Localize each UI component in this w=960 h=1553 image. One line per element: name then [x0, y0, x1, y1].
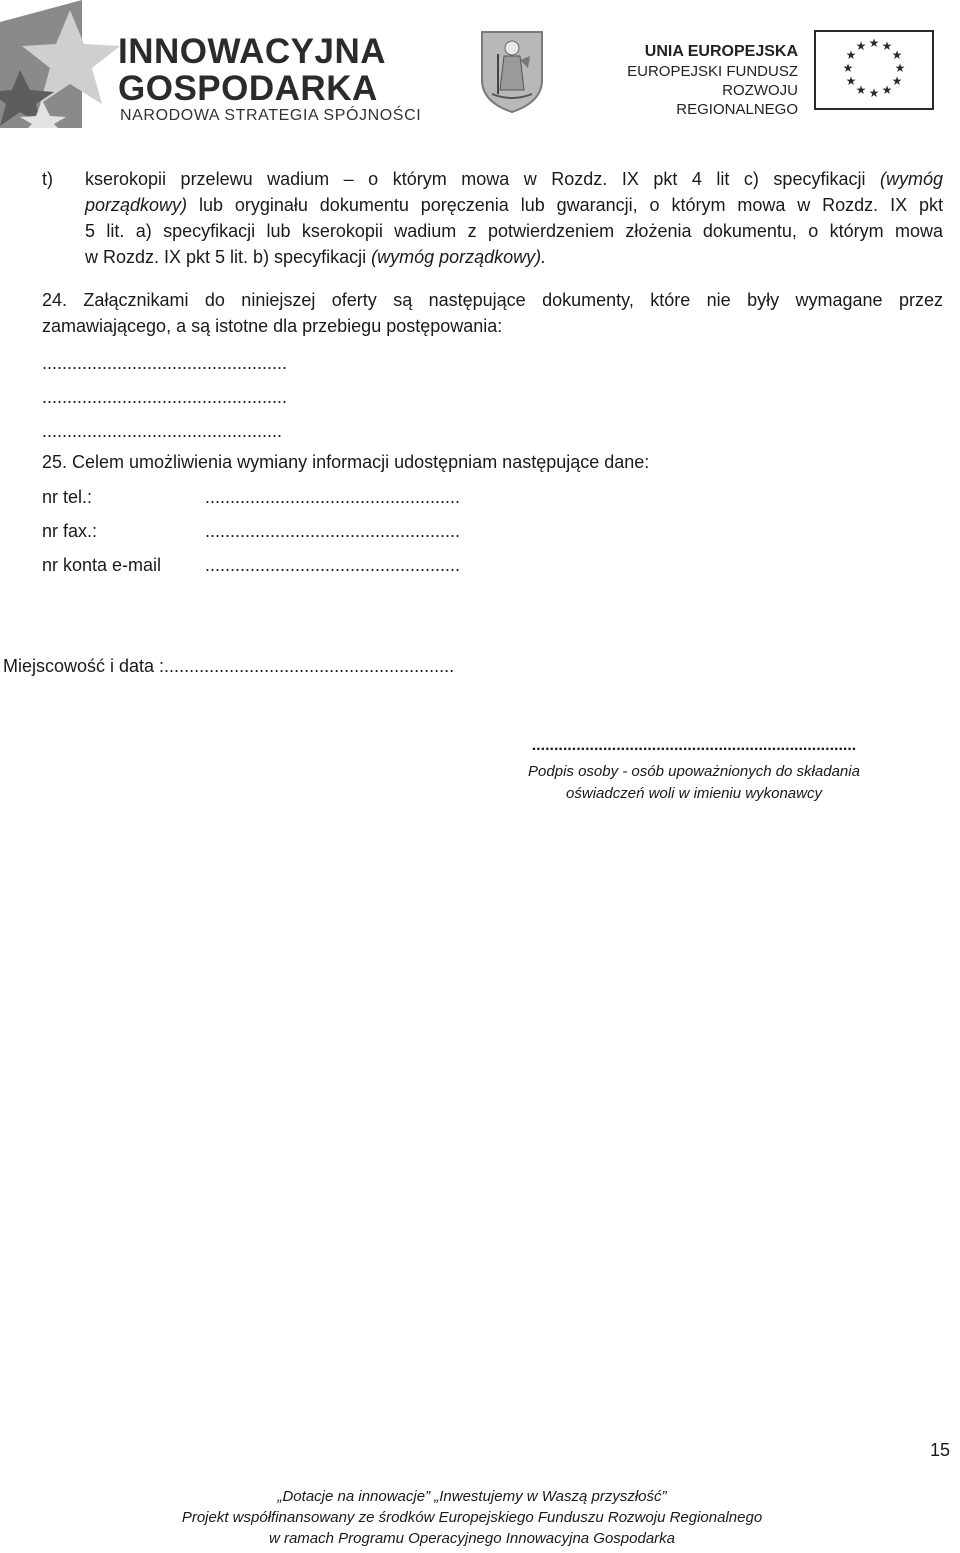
svg-text:★: ★ — [855, 39, 867, 53]
item-25-heading: 25. Celem umożliwienia wymiany informacji udostępniam następujące dane: — [42, 452, 650, 472]
footer — [0, 1486, 944, 1549]
item-t-line4 — [85, 244, 943, 270]
page-number: 15 — [930, 1440, 951, 1460]
attachment-dots-2: ................................................. — [42, 387, 288, 407]
fax-value: ................................................... — [205, 521, 461, 541]
item-t-line1 — [85, 166, 943, 192]
item-t-line4-text: w Rozdz. IX pkt 5 lit. b) specyfikacji — [85, 247, 372, 267]
logo-title-line1: INNOWACYJNA — [118, 32, 387, 71]
logo-title — [118, 33, 386, 107]
svg-text:★: ★ — [891, 74, 903, 88]
signature-caption-line1: Podpis osoby - osób upoważnionych do składania — [528, 763, 860, 780]
innowacyjna-gospodarka-logo — [0, 0, 440, 130]
crest-shield-icon — [478, 28, 546, 114]
signature-line: ......................................................................... — [531, 737, 857, 754]
svg-text:★: ★ — [868, 86, 880, 100]
svg-text:★: ★ — [881, 83, 893, 97]
item-t-line2-italic: porządkowy) — [85, 195, 188, 215]
footer-line1: „Dotacje na innowacje” „Inwestujemy w Waszą przyszłość” — [277, 1488, 667, 1505]
item-t-text — [85, 166, 943, 270]
coat-of-arms-crest — [478, 28, 546, 114]
item-t-line4-italic: (wymóg porządkowy). — [371, 247, 547, 267]
attachment-dots-3: ................................................ — [42, 421, 283, 441]
item-t-line2-text: lub oryginału dokumentu poręczenia lub gwarancji, o którym mowa w Rozdz. IX pkt — [187, 195, 943, 215]
logo-subtitle: NARODOWA STRATEGIA SPÓJNOŚCI — [120, 107, 422, 124]
item-t-line1-text: kserokopii przelewu wadium – o którym mowa w Rozdz. IX pkt 4 lit c) specyfikacji — [85, 169, 880, 189]
eu-fund-name — [600, 42, 798, 119]
star-swoosh-icon — [0, 0, 120, 130]
eu-line2: EUROPEJSKI FUNDUSZ — [627, 63, 798, 80]
phone-value: ................................................... — [205, 487, 461, 507]
svg-text:★: ★ — [842, 61, 854, 75]
item-t-line3: 5 lit. a) specyfikacji lub kserokopii wadium z potwierdzeniem złożenia dokumentu, o którym mowa — [85, 221, 943, 241]
email-label: nr konta e-mail — [42, 555, 162, 575]
phone-label: nr tel.: — [42, 487, 93, 507]
svg-text:★: ★ — [845, 74, 857, 88]
eu-stars-icon — [814, 30, 934, 110]
svg-text:★: ★ — [881, 39, 893, 53]
signature-caption-line2: oświadczeń woli w imieniu wykonawcy — [566, 785, 822, 802]
svg-text:★: ★ — [891, 48, 903, 62]
email-value: ................................................... — [205, 555, 461, 575]
item-24-line2: zamawiającego, a są istotne dla przebiegu postępowania: — [42, 316, 503, 336]
item-t-line2 — [85, 192, 943, 218]
logo-title-line2: GOSPODARKA — [118, 69, 378, 108]
svg-text:★: ★ — [855, 83, 867, 97]
item-24-line1: 24. Załącznikami do niniejszej oferty są następujące dokumenty, które nie były wymagane przez — [42, 290, 943, 310]
footer-line3: w ramach Programu Operacyjnego Innowacyjna Gospodarka — [268, 1530, 676, 1547]
item-24 — [42, 287, 943, 339]
eu-line1: UNIA EUROPEJSKA — [644, 43, 798, 60]
eu-line3: ROZWOJU REGIONALNEGO — [676, 82, 798, 118]
place-and-date: Miejscowość i data :.......................................................... — [3, 656, 455, 676]
fax-label: nr fax.: — [42, 521, 98, 541]
svg-text:★: ★ — [894, 61, 906, 75]
footer-line2: Projekt współfinansowany ze środków Europejskiego Funduszu Rozwoju Regionalnego — [181, 1509, 763, 1526]
svg-text:★: ★ — [845, 48, 857, 62]
eu-flag — [814, 30, 934, 110]
item-t-line1-italic: (wymóg — [879, 169, 943, 189]
attachment-dots-1: ................................................. — [42, 353, 288, 373]
signature-caption — [480, 761, 908, 805]
item-t-label: t) — [42, 169, 53, 189]
svg-text:★: ★ — [868, 36, 880, 50]
